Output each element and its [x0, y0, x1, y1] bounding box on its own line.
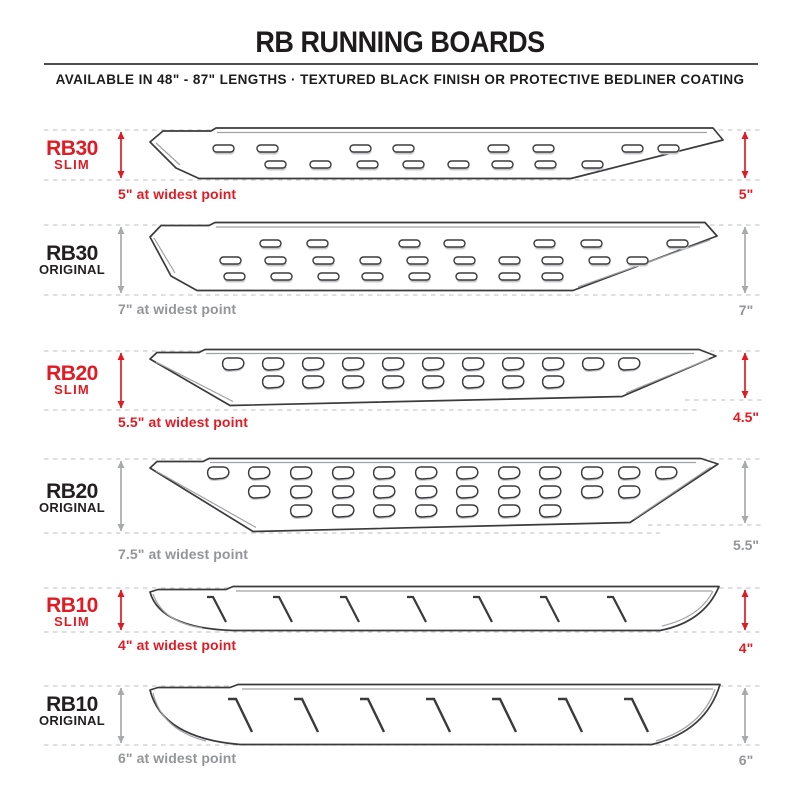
title-divider — [44, 63, 758, 65]
width-note: 4" at widest point — [118, 637, 237, 653]
page-subtitle: AVAILABLE IN 48" - 87" LENGTHS · TEXTURED BLACK FINISH OR PROTECTIVE BEDLINER COATING — [55, 72, 745, 87]
board-outline — [150, 685, 720, 745]
board-slots — [220, 240, 689, 283]
row-rb20-slim-drawing — [44, 350, 764, 411]
variant-label-original: ORIGINAL — [39, 262, 105, 277]
height-measurement: 4" — [738, 640, 754, 656]
model-label-rb10-slim: RB10 — [46, 594, 98, 617]
board-hash-marks — [207, 597, 626, 622]
variant-label-slim: SLIM — [54, 157, 90, 172]
model-label-rb10-original: RB10 — [46, 693, 98, 716]
width-note: 5.5" at widest point — [118, 414, 248, 430]
board-outline — [150, 128, 723, 179]
height-measurement: 7" — [738, 302, 754, 318]
variant-label-original: ORIGINAL — [39, 713, 105, 728]
model-label-rb20-slim: RB20 — [46, 362, 98, 385]
board-slots — [213, 145, 680, 171]
model-label-rb20-original: RB20 — [46, 480, 98, 503]
height-measurement: 4.5" — [732, 409, 760, 425]
board-slots — [223, 358, 640, 390]
row-rb10-slim-drawing — [44, 587, 764, 633]
model-label-rb30-original: RB30 — [46, 242, 98, 265]
row-rb20-original-drawing — [44, 459, 764, 534]
board-slots — [208, 467, 677, 519]
board-outline — [150, 587, 719, 631]
width-note: 6" at widest point — [118, 750, 237, 766]
page-title: RB RUNNING BOARDS — [255, 26, 545, 59]
board-outline — [150, 459, 718, 532]
height-measurement: 5.5" — [732, 537, 760, 553]
width-note: 7" at widest point — [118, 301, 237, 317]
variant-label-slim: SLIM — [54, 614, 90, 629]
board-outline — [150, 223, 717, 291]
height-measurement: 6" — [738, 752, 754, 768]
board-hash-marks — [228, 699, 648, 732]
model-label-rb30-slim: RB30 — [46, 137, 98, 160]
row-rb10-original-drawing — [44, 685, 764, 746]
width-note: 5" at widest point — [118, 186, 237, 202]
row-rb30-original-drawing — [44, 223, 764, 296]
board-outline — [150, 350, 716, 406]
width-note: 7.5" at widest point — [118, 546, 248, 562]
variant-label-slim: SLIM — [54, 382, 90, 397]
height-measurement: 5" — [738, 186, 754, 202]
variant-label-original: ORIGINAL — [39, 500, 105, 515]
row-rb30-slim-drawing — [44, 128, 764, 180]
